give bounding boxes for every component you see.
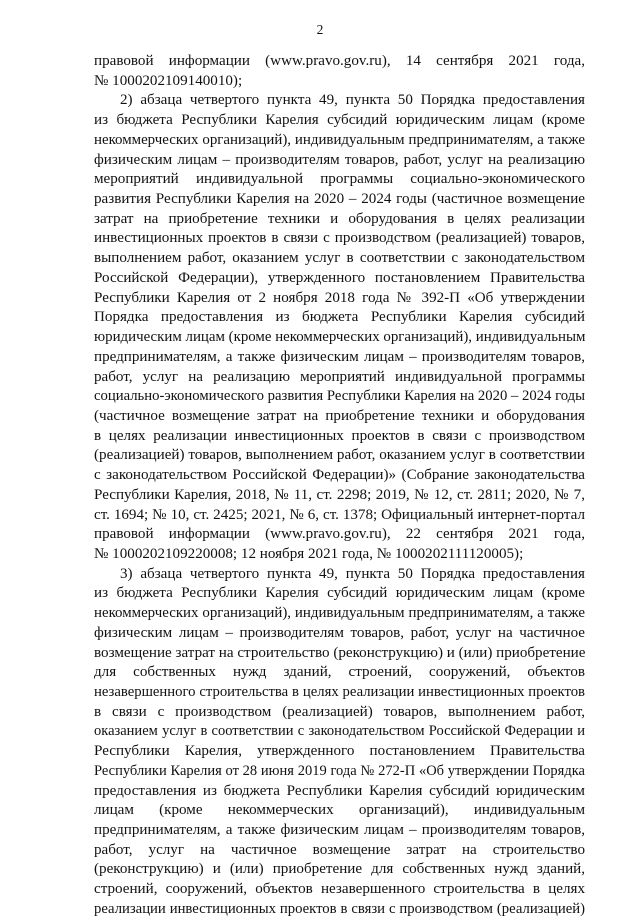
text-line: Республики Карелия, утвержденного постановлением Правительства — [94, 743, 585, 760]
text-line: правовой информации (www.pravo.gov.ru), 14 сентября 2021 года, — [94, 53, 585, 69]
text-line: работ, услуг на частичное возмещение затрат на строительство — [94, 841, 585, 858]
text-line: некоммерческих организаций), индивидуальным предпринимателям, а также — [94, 131, 585, 148]
text-line: предоставления из бюджета Республики Карелия субсидий юридическим — [94, 782, 585, 799]
text-line: предпринимателям, а также физическим лицам – производителям товаров, — [94, 822, 585, 839]
text-line: затрат на приобретение техники и оборудования в целях реализации — [94, 210, 585, 227]
text-line: 2) абзаца четвертого пункта 49, пункта 50 Порядка предоставления — [120, 92, 585, 109]
text-line: работ, услуг на реализацию мероприятий индивидуальной программы — [94, 368, 585, 385]
text-line: в связи с производством (реализацией) товаров, выполнением работ, — [94, 703, 585, 720]
page-number: 2 — [316, 22, 324, 37]
text-line: выполнением работ, оказанием услуг в соответствии с законодательством — [94, 250, 585, 267]
text-line: Республики Карелия от 28 июня 2019 года № 272-П «Об утверждении Порядка — [94, 762, 585, 779]
text-line: (реконструкцию) и (или) приобретение для собственных нужд зданий, — [94, 861, 585, 878]
text-line: № 1000202109220008; 12 ноября 2021 года, № 1000202111120005); — [94, 545, 524, 562]
text-line: ст. 1694; № 10, ст. 2425; 2021, № 6, ст. 1378; Официальный интернет-портал — [94, 506, 585, 523]
text-line: оказанием услуг в соответствии с законодательством Российской Федерации и — [94, 723, 585, 740]
text-line: Порядка предоставления из бюджета Республики Карелия субсидий — [94, 309, 585, 326]
text-line: некоммерческих организаций), индивидуальным предпринимателям, а также — [94, 605, 585, 622]
text-line: Республики Карелия, 2018, № 11, ст. 2298; 2019, № 12, ст. 2811; 2020, № 7, — [94, 486, 585, 503]
text-line: из бюджета Республики Карелия субсидий юридическим лицам (кроме — [94, 112, 585, 129]
text-line: реализации инвестиционных проектов в связи с производством (реализацией) — [94, 900, 585, 917]
text-line: социально-экономического развития Республики Карелия на 2020 – 2024 годы — [94, 388, 585, 405]
text-line: развития Республики Карелия на 2020 – 2024 годы (частичное возмещение — [94, 191, 585, 208]
text-line: мероприятий индивидуальной программы социально-экономического — [94, 171, 585, 188]
text-line: юридическим лицам (кроме некоммерческих организаций), индивидуальным — [94, 329, 585, 346]
text-line: физическим лицам – производителям товаров, работ, услуг на частичное — [94, 624, 585, 641]
text-line: Российской Федерации), утвержденного постановлением Правительства — [94, 269, 585, 286]
text-line: в целях реализации инвестиционных проектов в связи с производством — [94, 427, 585, 444]
text-line: (реализацией) товаров, выполнением работ, оказанием услуг в соответствии — [94, 447, 585, 464]
text-line: инвестиционных проектов в связи с производством (реализацией) товаров, — [94, 230, 585, 247]
text-line: возмещение затрат на строительство (реконструкцию) и (или) приобретение — [94, 644, 585, 661]
text-line: для собственных нужд зданий, строений, сооружений, объектов — [94, 664, 585, 681]
text-line: предпринимателям, а также физическим лицам – производителям товаров, — [94, 348, 585, 365]
text-line: Республики Карелия от 2 ноября 2018 года № 392-П «Об утверждении — [94, 289, 585, 306]
text-line: лицам (кроме некоммерческих организаций), индивидуальным — [94, 802, 585, 819]
text-line: строений, сооружений, объектов незавершенного строительства в целях — [94, 881, 585, 898]
text-line: из бюджета Республики Карелия субсидий юридическим лицам (кроме — [94, 585, 585, 602]
text-line: незавершенного строительства в целях реализации инвестиционных проектов — [94, 684, 585, 700]
text-line: с законодательством Российской Федерации)» (Собрание законодательства — [94, 467, 585, 484]
text-line: (частичное возмещение затрат на приобретение техники и оборудования — [94, 407, 585, 424]
text-line: 3) абзаца четвертого пункта 49, пункта 50 Порядка предоставления — [120, 565, 585, 582]
text-line: физическим лицам – производителям товаров, работ, услуг на реализацию — [94, 151, 585, 168]
body-text — [94, 52, 585, 920]
text-line: № 1000202109140010); — [94, 72, 243, 89]
text-line: правовой информации (www.pravo.gov.ru), 22 сентября 2021 года, — [94, 526, 585, 543]
